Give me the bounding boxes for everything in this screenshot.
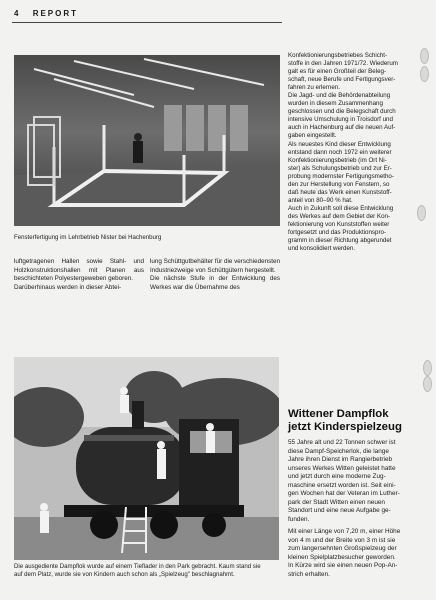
page-number: 4	[14, 9, 21, 18]
right-column-line: ster) als Schulungsbetrieb und zur Er-	[288, 164, 392, 172]
punch-hole	[423, 376, 432, 392]
right-column-line: gaben eingestellt.	[288, 132, 337, 140]
middle-column	[150, 258, 280, 292]
section-title: REPORT	[32, 9, 79, 18]
right-column-line: probung modernster Fertigungsmetho-	[288, 172, 394, 180]
right-column-line: stoffe in den Jahren 1971/72. Wiederum	[288, 60, 398, 68]
right-column-line: anteil von 80–90 % hat.	[288, 196, 353, 204]
story-headline	[288, 408, 428, 433]
locomotive-image	[14, 357, 279, 560]
right-column-line: geschlossen und die Belegschaft durch	[288, 108, 396, 116]
story-line: unseres Werkes Witten geleistet hatte	[288, 464, 396, 472]
story-headline-line: jetzt Kinderspielzeug	[288, 420, 402, 433]
right-column-line: Konfektionierungsbetriebes Schicht-	[288, 52, 388, 59]
right-column	[288, 52, 420, 253]
bottom-photo-caption	[14, 563, 282, 579]
left-column-paragraph: Darüberhinaus werden in dieser Abtei-	[14, 283, 122, 291]
story-line: strich erhalten.	[288, 570, 330, 578]
right-column-line: fahren zu erlernen.	[288, 84, 340, 92]
bottom-caption-line: Die ausgediente Dampflok wurde auf einem Tieflader in den Park gebracht. Kaum stand sie	[14, 563, 261, 570]
punch-hole	[420, 48, 429, 64]
story-line: park der Stadt Witten einen neuen	[288, 498, 385, 506]
right-column-line: Auch in Zukunft soll diese Entwicklung	[288, 204, 394, 212]
right-column-line: intensive Umschulung in Troisdorf und	[288, 116, 393, 124]
window-factory-photo	[14, 55, 280, 226]
right-column-line: fektionierung von Kunststoffen weiter	[288, 220, 390, 228]
story-line: Jahre ihren Dienst im Rangierbetrieb	[288, 456, 393, 463]
right-column-line: schaft, neue Berufe und Fertigungsver-	[288, 76, 396, 84]
bottom-caption-line: auf dem Platz, wurde sie von Kindern auch schon als „Spielzeug" beschlagnahmt.	[14, 571, 235, 578]
story-headline-line: Wittener Dampflok	[288, 408, 389, 420]
locomotive-photo	[14, 357, 279, 560]
story-line: Standort und eine neue Aufgabe ge-	[288, 507, 391, 514]
right-column-line: gramm in dieser Richtung abgerundet	[288, 237, 392, 245]
right-column-line: den zur Herstellung von Fenstern, so	[288, 180, 390, 188]
story-line: zum langersehnten Großspielzeug der	[288, 545, 397, 552]
left-column-paragraph: luftgetragenen Hallen sowie Stahl- und Holzkonstruktionshallen mit Planen aus beschichteten Polyestergeweben geboren.	[14, 258, 144, 283]
right-column-line: Als neuestes Kind dieser Entwicklung	[288, 140, 391, 148]
punch-hole	[417, 205, 426, 221]
story-line: gen Wochen hat der Veteran im Luther-	[288, 490, 400, 497]
right-column-line: Konfektionierungsbetrieb (im Ort Ni-	[288, 156, 387, 164]
window-factory-image	[14, 55, 280, 226]
top-photo-caption: Fensterfertigung im Lehrbetrieb Nister bei Hachenburg	[14, 234, 162, 241]
right-column-line: Die Jagd- und die Behördenabteilung	[288, 92, 391, 100]
story-line: funden.	[288, 515, 310, 523]
right-column-line: und konsolidiert werden.	[288, 245, 356, 253]
punch-hole	[423, 360, 432, 376]
story-line: Mit einer Länge von 7,20 m, einer Höhe	[288, 528, 401, 535]
right-column-line: daß heute das Werk einen Kunststoff-	[288, 188, 392, 196]
right-column-line: entstand dann noch 1972 ein weiterer	[288, 148, 392, 156]
header-rule	[12, 22, 282, 23]
story-line: diese Dampf-Speicherlok, die lange	[288, 447, 389, 455]
right-column-line: auch in Hachenburg auf die neuen Auf-	[288, 124, 396, 132]
page-header	[14, 9, 78, 18]
story-body	[288, 439, 422, 579]
right-column-line: fortgesetzt und das Produktionspro-	[288, 229, 387, 237]
story-line: und jetzt durch eine moderne Zug-	[288, 473, 386, 480]
right-column-line: des Werkes auf dem Gebiet der Kon-	[288, 212, 391, 220]
left-column	[14, 258, 144, 292]
middle-column-paragraph: Die nächste Stufe in der Entwicklung des Werkes war die Übernahme des	[150, 275, 280, 291]
story-line: kleinen Spielplatzbesucher geworden.	[288, 553, 396, 561]
punch-hole	[420, 66, 429, 82]
middle-column-paragraph: lung Schüttgutbehälter für die verschiedensten Industriezweige von Schüttgütern hergestellt.	[150, 258, 280, 274]
story-line: maschine ersetzt worden ist. Seit eini-	[288, 481, 396, 489]
right-column-line: wurden in diesem Zusammenhang	[288, 100, 383, 108]
story-line: 55 Jahre alt und 22 Tonnen schwer ist	[288, 439, 396, 446]
story-line: In Kürze wird sie einen neuen Pop-An-	[288, 562, 398, 569]
story-line: von 4 m und der Breite von 3 m ist sie	[288, 536, 396, 544]
right-column-line: galt es für einen Großteil der Beleg-	[288, 68, 387, 76]
